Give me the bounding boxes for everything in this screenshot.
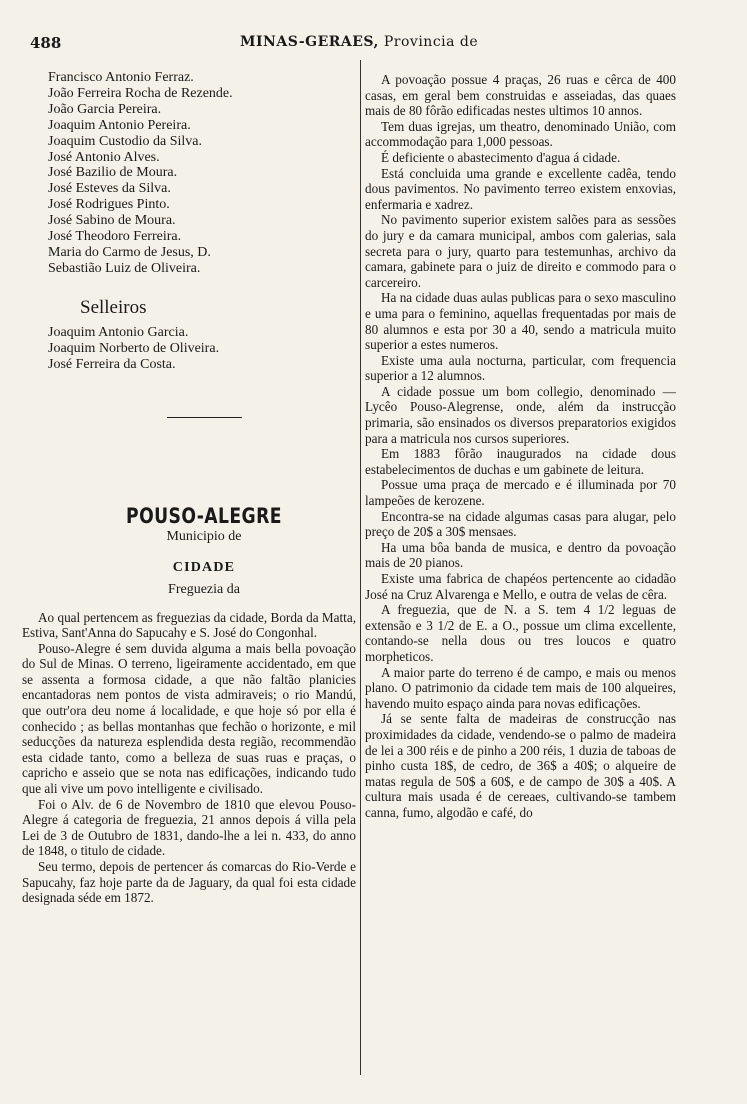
paragraph: Foi o Alv. de 6 de Novembro de 1810 que elevou Pouso-Alegre á categoria de freguezia, 21 annos depois á villa pela Lei de 3 de Outubro de 1831, dando-lhe a lei n. 433, do anno de 1848, o titulo de cidade.	[22, 796, 356, 859]
paragraph: Pouso-Alegre é sem duvida alguma a mais bella povoação do Sul de Minas. O terreno, ligeiramente accidentado, em que se assenta a formosa cidade, a que não faltão planicies encantadoras nem pontos de vista admiraveis; o rio Mandú, que outr'ora deu nome á localidade, e que hoje só por ella é conhecido ; as bellas montanhas que fechão o horizonte, e mil seducções da natureza esplendida desta região, recommendão esta cidade tanto, como a belleza de suas ruas e praças, o capricho e asseio que se nota nas edificações, indicando tudo que ali vive um povo intelligente e civilisado.	[22, 640, 356, 797]
left-column	[22, 70, 360, 906]
list-item: João Garcia Pereira.	[48, 101, 162, 117]
page-number: 488	[30, 34, 62, 52]
paragraph: Ao qual pertencem as freguezias da cidade, Borda da Matta, Estiva, Sant'Anna do Sapucahy e S. José do Congonhal.	[22, 609, 356, 641]
freguezia-label: Freguezia da	[168, 581, 240, 597]
list-item: José Esteves da Silva.	[48, 181, 171, 197]
paragraph: Ha uma bôa banda de musica, e dentro da povoação mais de 20 pianos.	[365, 539, 676, 571]
section-divider	[167, 417, 242, 418]
paragraph: Está concluida uma grande e excellente cadêa, tendo dous pavimentos. No pavimento terreo existem enxovias, enfermaria e xadrez.	[365, 165, 676, 212]
running-title	[240, 34, 478, 50]
paragraph: É deficiente o abastecimento d'agua á cidade.	[381, 149, 621, 165]
list-item: João Ferreira Rocha de Rezende.	[48, 85, 233, 101]
paragraph: Existe uma aula nocturna, particular, com frequencia superior a 12 alumnos.	[365, 352, 676, 384]
selleiros-heading: Selleiros	[80, 296, 147, 318]
paragraph: Seu termo, depois de pertencer ás comarcas do Rio-Verde e Sapucahy, faz hoje parte da de Jaguary, da qual foi esta cidade designada séde em 1872.	[22, 859, 356, 906]
paragraph: A povoação possue 4 praças, 26 ruas e cêrca de 400 casas, em geral bem construidas e asseiadas, das quaes mais de 80 fôrão edificadas nestes ultimos 10 annos.	[365, 72, 676, 119]
list-item: Joaquim Norberto de Oliveira.	[48, 340, 220, 356]
list-item: Maria do Carmo de Jesus, D.	[48, 244, 211, 260]
paragraph: A cidade possue um bom collegio, denominado — Lycêo Pouso-Alegrense, onde, além da instrucção primaria, são ensinados os diversos preparatorios exigidos para a matricula nos cursos superiores.	[365, 383, 676, 446]
list-item: José Ferreira da Costa.	[48, 356, 176, 372]
list-item: José Rodrigues Pinto.	[48, 197, 170, 213]
running-title-rest: Provincia de	[378, 34, 479, 50]
paragraph: A maior parte do terreno é de campo, e mais ou menos plano. O patrimonio da cidade tem mais de 100 alqueires, havendo muito espaço ainda para novas edificações.	[365, 664, 676, 711]
cidade-heading: CIDADE	[172, 559, 236, 575]
paragraph: Existe uma fabrica de chapéos pertencente ao cidadão José na Cruz Alvarenga e Mello, e outra de velas de cêra.	[365, 571, 676, 602]
municipio-label: Municipio de	[166, 528, 242, 544]
list-item: José Theodoro Ferreira.	[48, 229, 182, 245]
names-list	[48, 70, 360, 277]
paragraph: Ha na cidade duas aulas publicas para o sexo masculino e uma para o feminino, aquellas frequentadas por mais de 80 alumnos e esta por 30 a 40, sendo a matricula muito superior a estes numeros.	[365, 290, 676, 353]
paragraph: No pavimento superior existem salões para as sessões do jury e da camara municipal, ambos com galerias, sala secreta para o jury, quarto para testemunhas, archivo da camara, gabinete para o juiz de direito e commodo para o carcereiro.	[365, 212, 676, 290]
paragraph: Possue uma praça de mercado e é illuminada por 70 lampeões de kerozene.	[365, 477, 676, 509]
list-item: Joaquim Custodio da Silva.	[48, 133, 202, 149]
paragraph: Tem duas igrejas, um theatro, denominado União, com accommodação para 1,000 pessoas.	[365, 118, 676, 150]
list-item: Sebastião Luiz de Oliveira.	[48, 260, 201, 276]
running-title-caps: MINAS-GERAES,	[240, 34, 379, 50]
column-divider	[360, 60, 361, 1075]
list-item: Joaquim Antonio Pereira.	[48, 117, 191, 133]
list-item: José Antonio Alves.	[48, 149, 160, 165]
list-item: José Bazilio de Moura.	[48, 165, 178, 181]
page-header	[30, 34, 670, 56]
list-item: José Sabino de Moura.	[48, 213, 176, 229]
paragraph: Encontra-se na cidade algumas casas para alugar, pelo preço de 20$ a 30$ mensaes.	[365, 508, 676, 540]
list-item: Joaquim Antonio Garcia.	[48, 324, 189, 340]
paragraph: Já se sente falta de madeiras de construcção nas proximidades da cidade, vendendo-se o palmo de madeira de lei a 300 réis e de pinho a 200 réis, 1 duzia de taboas de pinho custa 18$, de cedro, de 36$ a 40$; o alqueire de matas regula de 50$ a 60$, e de campo de 30$ a 40$. A cultura mais usada é de cereaes, cultivando-se tambem canna, fumo, algodão e café, do	[365, 711, 676, 820]
paragraph: Em 1883 fôrão inaugurados na cidade dous estabelecimentos de duchas e um gabinete de leitura.	[365, 446, 676, 477]
right-column	[365, 72, 676, 821]
paragraph: A freguezia, que de N. a S. tem 4 1/2 leguas de extensão e 3 1/2 de E. a O., possue um clima excellente, contando-se nella dous ou tres loucos e quatro morpheticos.	[365, 602, 676, 664]
town-heading: POUSO-ALEGRE	[126, 503, 282, 528]
list-item: Francisco Antonio Ferraz.	[48, 70, 194, 85]
selleiros-list	[48, 325, 360, 373]
